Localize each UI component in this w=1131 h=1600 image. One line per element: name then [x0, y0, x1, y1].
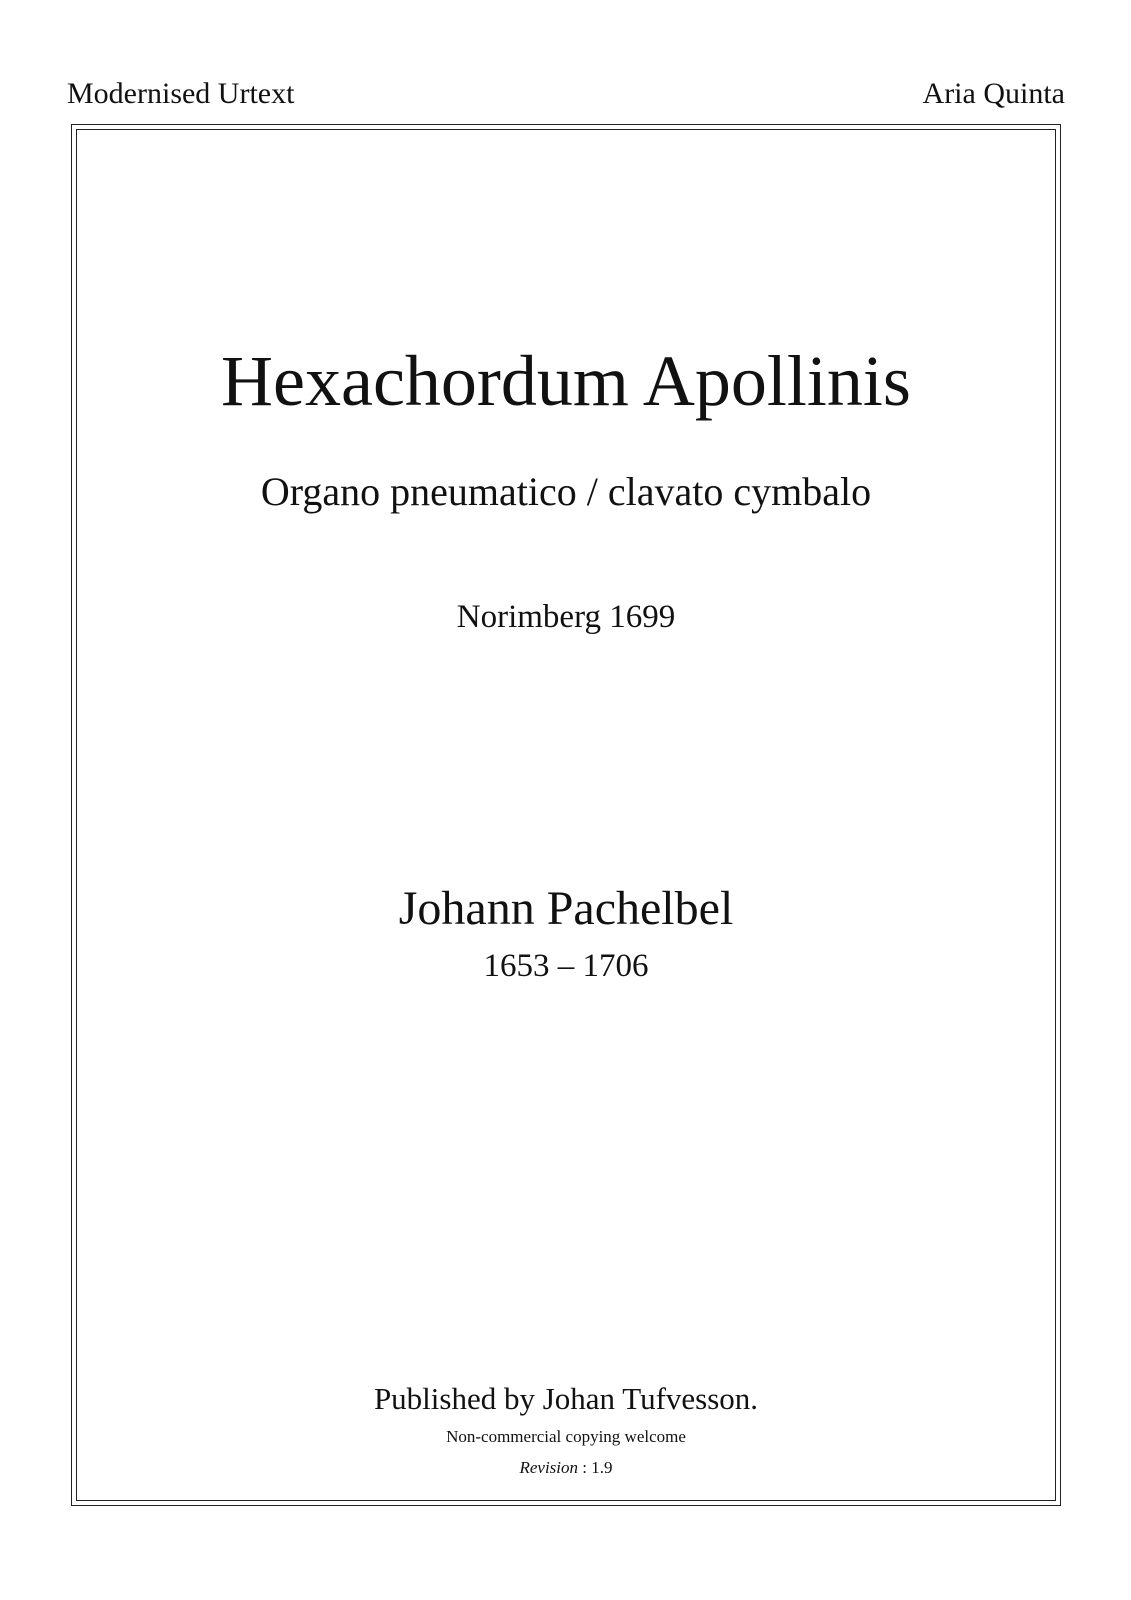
- page-border-outer: [71, 124, 1061, 1506]
- header-right-text: Aria Quinta: [922, 77, 1065, 110]
- page-border-inner: [76, 129, 1056, 1501]
- composer-dates: 1653 – 1706: [483, 948, 649, 984]
- revision-label: Revision: [519, 1458, 579, 1477]
- copying-notice: Non-commercial copying welcome: [446, 1427, 686, 1446]
- composer-name: Johann Pachelbel: [398, 882, 734, 935]
- header-left-text: Modernised Urtext: [67, 77, 295, 110]
- revision-separator: :: [578, 1458, 592, 1477]
- place-year: Norimberg 1699: [456, 599, 676, 635]
- document-title: Hexachordum Apollinis: [221, 341, 911, 421]
- publisher-line: Published by Johan Tufvesson.: [373, 1381, 759, 1416]
- revision-line: [71, 1457, 1061, 1479]
- revision-value: 1.9: [591, 1458, 613, 1477]
- document-subtitle: Organo pneumatico / clavato cymbalo: [260, 469, 872, 514]
